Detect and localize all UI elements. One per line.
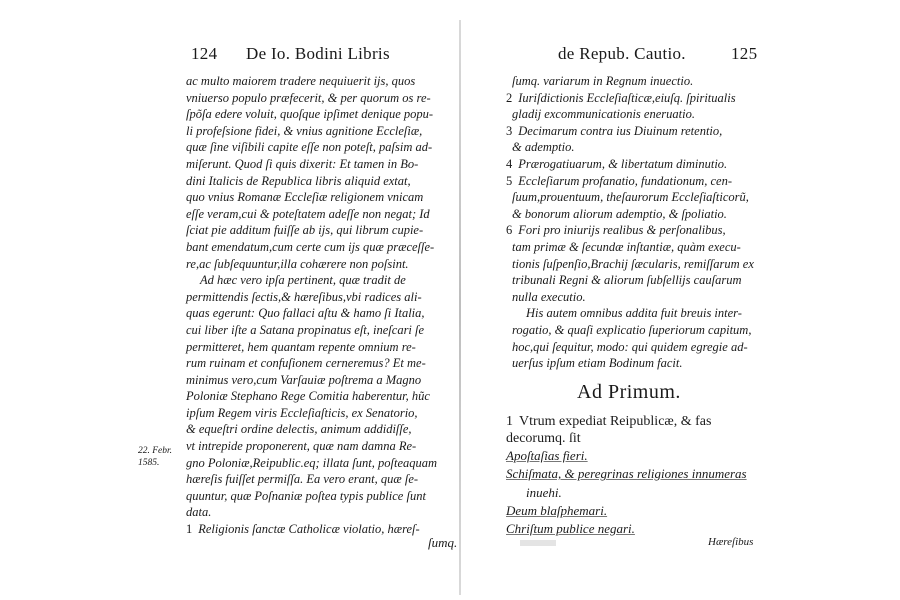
text-line: gno Poloniæ,Reipublic.eq; illata ſunt, poſteaquam — [186, 455, 438, 470]
text-line — [506, 173, 766, 190]
text-line — [506, 239, 766, 256]
text-line — [506, 222, 766, 239]
question-line-2: decorumq. ſit — [506, 431, 581, 446]
text-line: miſerunt. Quod ſi quis dixerit: Et tamen in Bo- — [186, 156, 419, 171]
text-line: data. — [186, 505, 212, 520]
text-line — [506, 156, 766, 173]
text-line: quuntur, quæ Poſnaniæ poſtea typis publice ſunt — [186, 488, 426, 503]
text-line — [506, 123, 766, 140]
line-text: His autem omnibus addita fuit breuis inter- — [526, 306, 742, 321]
question-number: 1 — [506, 414, 513, 429]
line-text: nulla executio. — [512, 289, 586, 304]
text-line: hæreſis fuiſſet permiſſa. Ea vero erant, quæ ſe- — [186, 472, 419, 487]
text-line: vt intrepide proponerent, quæ nam damna Re- — [186, 439, 417, 454]
left-page-number: 124 — [191, 44, 218, 63]
line-text: hoc,qui ſequitur, modo: qui quidem egregie ad- — [512, 339, 748, 354]
line-text: Decimarum contra ius Diuinum retentio, — [518, 123, 723, 138]
line-text: rogatio, & quaſi explicatio ſuperiorum capitum, — [512, 322, 752, 337]
text-line — [506, 139, 766, 156]
line-text: Iuriſdictionis Eccleſiaſticæ,eiuſq. ſpiritualis — [518, 90, 736, 105]
numbered-item — [186, 521, 448, 538]
line-text: tribunali Regni & aliorum ſubſellijs cauſarum — [512, 273, 742, 288]
line-text: ſumq. variarum in Regnum inuectio. — [512, 74, 694, 88]
line-text: Prærogatiuarum, & libertatum diminutio. — [518, 156, 728, 171]
text-line — [506, 339, 766, 356]
question-line — [506, 413, 768, 430]
text-line — [506, 289, 766, 306]
text-line: Poloniæ Stephano Rege Comitia haberentur, hũc — [186, 389, 430, 404]
list-item: Apoſtaſias fieri. — [506, 448, 588, 463]
text-line — [506, 73, 766, 90]
item-text: Religionis ſanctæ Catholicæ violatio, hæreſ- — [198, 522, 420, 537]
item-number: 2 — [506, 90, 513, 105]
text-line: dini Italicis de Republica libris aliquid extat, — [186, 173, 411, 188]
left-running-head: De Io. Bodini Libris — [246, 44, 390, 63]
text-line: ſpõſa edere voluit, quoſque ipſimet denique popu- — [186, 107, 434, 122]
text-line — [506, 272, 766, 289]
text-line: cui liber iſte a Satana propinatus eſt, ineſcari ſe — [186, 322, 425, 337]
text-line: ipſum Regem viris Eccleſiaſticis, ex Senatorio, — [186, 405, 418, 420]
right-page-number: 125 — [731, 44, 758, 63]
section-heading: Ad Primum. — [577, 381, 681, 403]
text-line: & equeſtri ordine delectis, animum addidiſſe, — [186, 422, 412, 437]
text-line — [506, 189, 766, 206]
text-line — [506, 90, 766, 107]
text-line: li profeſsione fidei, & vnius agnitione Eccleſiæ, — [186, 123, 423, 138]
text-line: permitteret, hem quantam repente omnium re- — [186, 339, 416, 354]
text-line — [506, 305, 766, 322]
line-text: Fori pro iniurijs realibus & perſonalibus, — [518, 223, 726, 238]
item-number: 6 — [506, 223, 513, 238]
right-running-head: de Repub. Cautio. — [558, 44, 686, 63]
text-line: minimus vero,cum Varſauiæ poſtrema a Magno — [186, 372, 422, 387]
text-line: bant emendatum,cum certe cum ijs quæ præceſſe- — [186, 239, 435, 254]
ink-smudge — [520, 540, 556, 546]
line-text: uerſus ipſum etiam Bodinum facit. — [512, 356, 683, 371]
text-line — [506, 256, 766, 273]
list-item: Chriſtum publice negari. — [506, 521, 635, 537]
book-gutter — [459, 20, 461, 595]
text-line: eſſe veram,cui & poteſtatem adeſſe non negat; Id — [186, 206, 430, 221]
text-line: ſciat pie additum fuiſſe ab ijs, qui librum cupie- — [186, 223, 424, 238]
line-text: gladij excommunicationis eneruatio. — [512, 107, 695, 122]
text-line: vniuerso populo præfecerit, & per quorum os re- — [186, 90, 431, 105]
list-item: Deum blaſphemari. — [506, 502, 608, 518]
margin-note-date: 22. Febr. — [138, 446, 173, 456]
text-line: quo vnius Romanæ Eccleſiæ religionem vnicam — [186, 190, 424, 205]
list-item: Schiſmata, & peregrinas religiones innumeras — [506, 466, 747, 482]
item-number: 5 — [506, 173, 513, 188]
item-number: 4 — [506, 156, 513, 171]
text-line — [506, 106, 766, 123]
text-line: ac multo maiorem tradere nequiuerit ijs, quos — [186, 74, 416, 88]
left-catchword: ſumq. — [428, 535, 458, 550]
right-body-text — [506, 73, 766, 372]
line-text: ſuum,prouentuum, theſaurorum Eccleſiaſticorũ, — [512, 190, 749, 205]
text-line: rum ruinam et confuſionem cerneremus? Et me- — [186, 356, 426, 371]
line-text: Eccleſiarum profanatio, fundationum, cen- — [518, 173, 732, 188]
line-text: tionis ſuſpenſio,Brachij ſæcularis, remiſſarum ex — [512, 256, 754, 271]
margin-note — [138, 445, 172, 469]
line-text: & bonorum aliorum ademptio, & ſpoliatio. — [512, 206, 727, 221]
line-text: tam primæ & ſecundæ inſtantiæ, quàm execu- — [512, 239, 741, 254]
question-block — [506, 413, 768, 538]
text-line: Ad hæc vero ipſa pertinent, quæ tradit de — [200, 273, 406, 288]
list-item: inuehi. — [526, 484, 562, 500]
line-text: & ademptio. — [512, 140, 575, 155]
text-line — [506, 355, 766, 372]
item-number: 3 — [506, 123, 513, 138]
text-line: re,ac ſubſequuntur,illa cohærere non poſsint. — [186, 256, 409, 271]
text-line — [506, 206, 766, 223]
margin-note-year: 1585. — [138, 458, 160, 468]
right-catchword: Hæreſibus — [708, 536, 754, 548]
text-line: permittendis ſectis,& hæreſibus,vbi radices ali- — [186, 289, 422, 304]
text-line — [506, 322, 766, 339]
text-line: quas egerunt: Quo fallaci aſtu & hamo ſi Italia, — [186, 306, 425, 321]
item-number: 1 — [186, 522, 193, 537]
question-text: Vtrum expediat Reipublicæ, & fas — [519, 414, 712, 429]
text-line: quæ ſine viſibili capite eſſe non poteſt, paſsim ad- — [186, 140, 433, 155]
left-body-text — [186, 73, 448, 538]
